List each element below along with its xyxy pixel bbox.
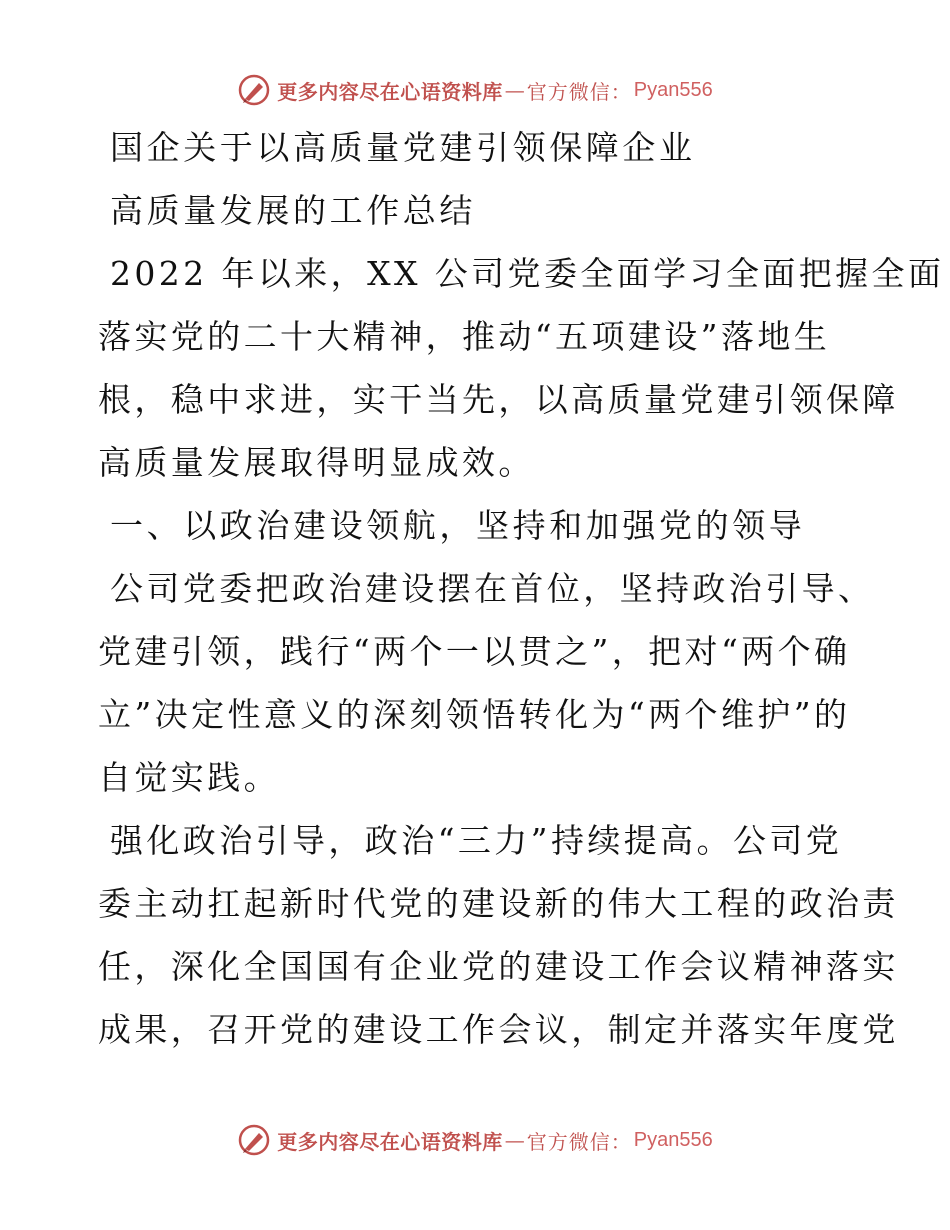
watermark-wechat-id: Pyan556 bbox=[633, 78, 713, 101]
watermark-wechat-label: 官方微信： bbox=[526, 1129, 632, 1154]
pen-logo-icon bbox=[237, 73, 271, 107]
paragraph-line: 落实党的二十大精神，推动“五项建设”落地生 bbox=[98, 317, 831, 356]
paragraph-line: 公司党委把政治建设摆在首位，坚持政治引导、 bbox=[110, 569, 875, 608]
paragraph-line: 委主动扛起新时代党的建设新的伟大工程的政治责 bbox=[98, 884, 899, 923]
document-body bbox=[98, 116, 945, 1061]
paragraph-line: 2022 年以来，XX 公司党委全面学习全面把握全面 bbox=[110, 254, 945, 293]
section1-paragraph-2 bbox=[98, 809, 899, 1061]
paragraph-line: 成果，召开党的建设工作会议，制定并落实年度党 bbox=[98, 1010, 899, 1049]
footer-watermark bbox=[0, 1120, 950, 1160]
title-line-1: 国企关于以高质量党建引领保障企业 bbox=[110, 128, 696, 167]
paragraph-line: 根，稳中求进，实干当先，以高质量党建引领保障 bbox=[98, 380, 899, 419]
header-watermark bbox=[0, 70, 950, 110]
pen-logo-icon bbox=[237, 1123, 271, 1157]
paragraph-line: 高质量发展取得明显成效。 bbox=[98, 443, 535, 482]
section-heading-1: 一、以政治建设领航，坚持和加强党的领导 bbox=[110, 506, 806, 545]
paragraph-line: 立”决定性意义的深刻领悟转化为“两个维护”的 bbox=[98, 695, 851, 734]
intro-paragraph bbox=[98, 242, 945, 494]
title-line-2: 高质量发展的工作总结 bbox=[110, 191, 476, 230]
watermark-wechat-label: 官方微信： bbox=[526, 79, 632, 104]
watermark-dash: — bbox=[504, 78, 525, 102]
watermark-dash: — bbox=[504, 1128, 525, 1152]
section1-paragraph-1 bbox=[98, 557, 875, 809]
watermark-lead-text: 更多内容尽在心语资料库 bbox=[277, 79, 503, 104]
paragraph-line: 任，深化全国国有企业党的建设工作会议精神落实 bbox=[98, 947, 899, 986]
watermark-wechat-id: Pyan556 bbox=[633, 1128, 713, 1151]
paragraph-line: 自觉实践。 bbox=[98, 758, 280, 797]
paragraph-line: 强化政治引导，政治“三力”持续提高。公司党 bbox=[110, 821, 843, 860]
paragraph-line: 党建引领，践行“两个一以贯之”，把对“两个确 bbox=[98, 632, 851, 671]
watermark-lead-text: 更多内容尽在心语资料库 bbox=[277, 1129, 503, 1154]
